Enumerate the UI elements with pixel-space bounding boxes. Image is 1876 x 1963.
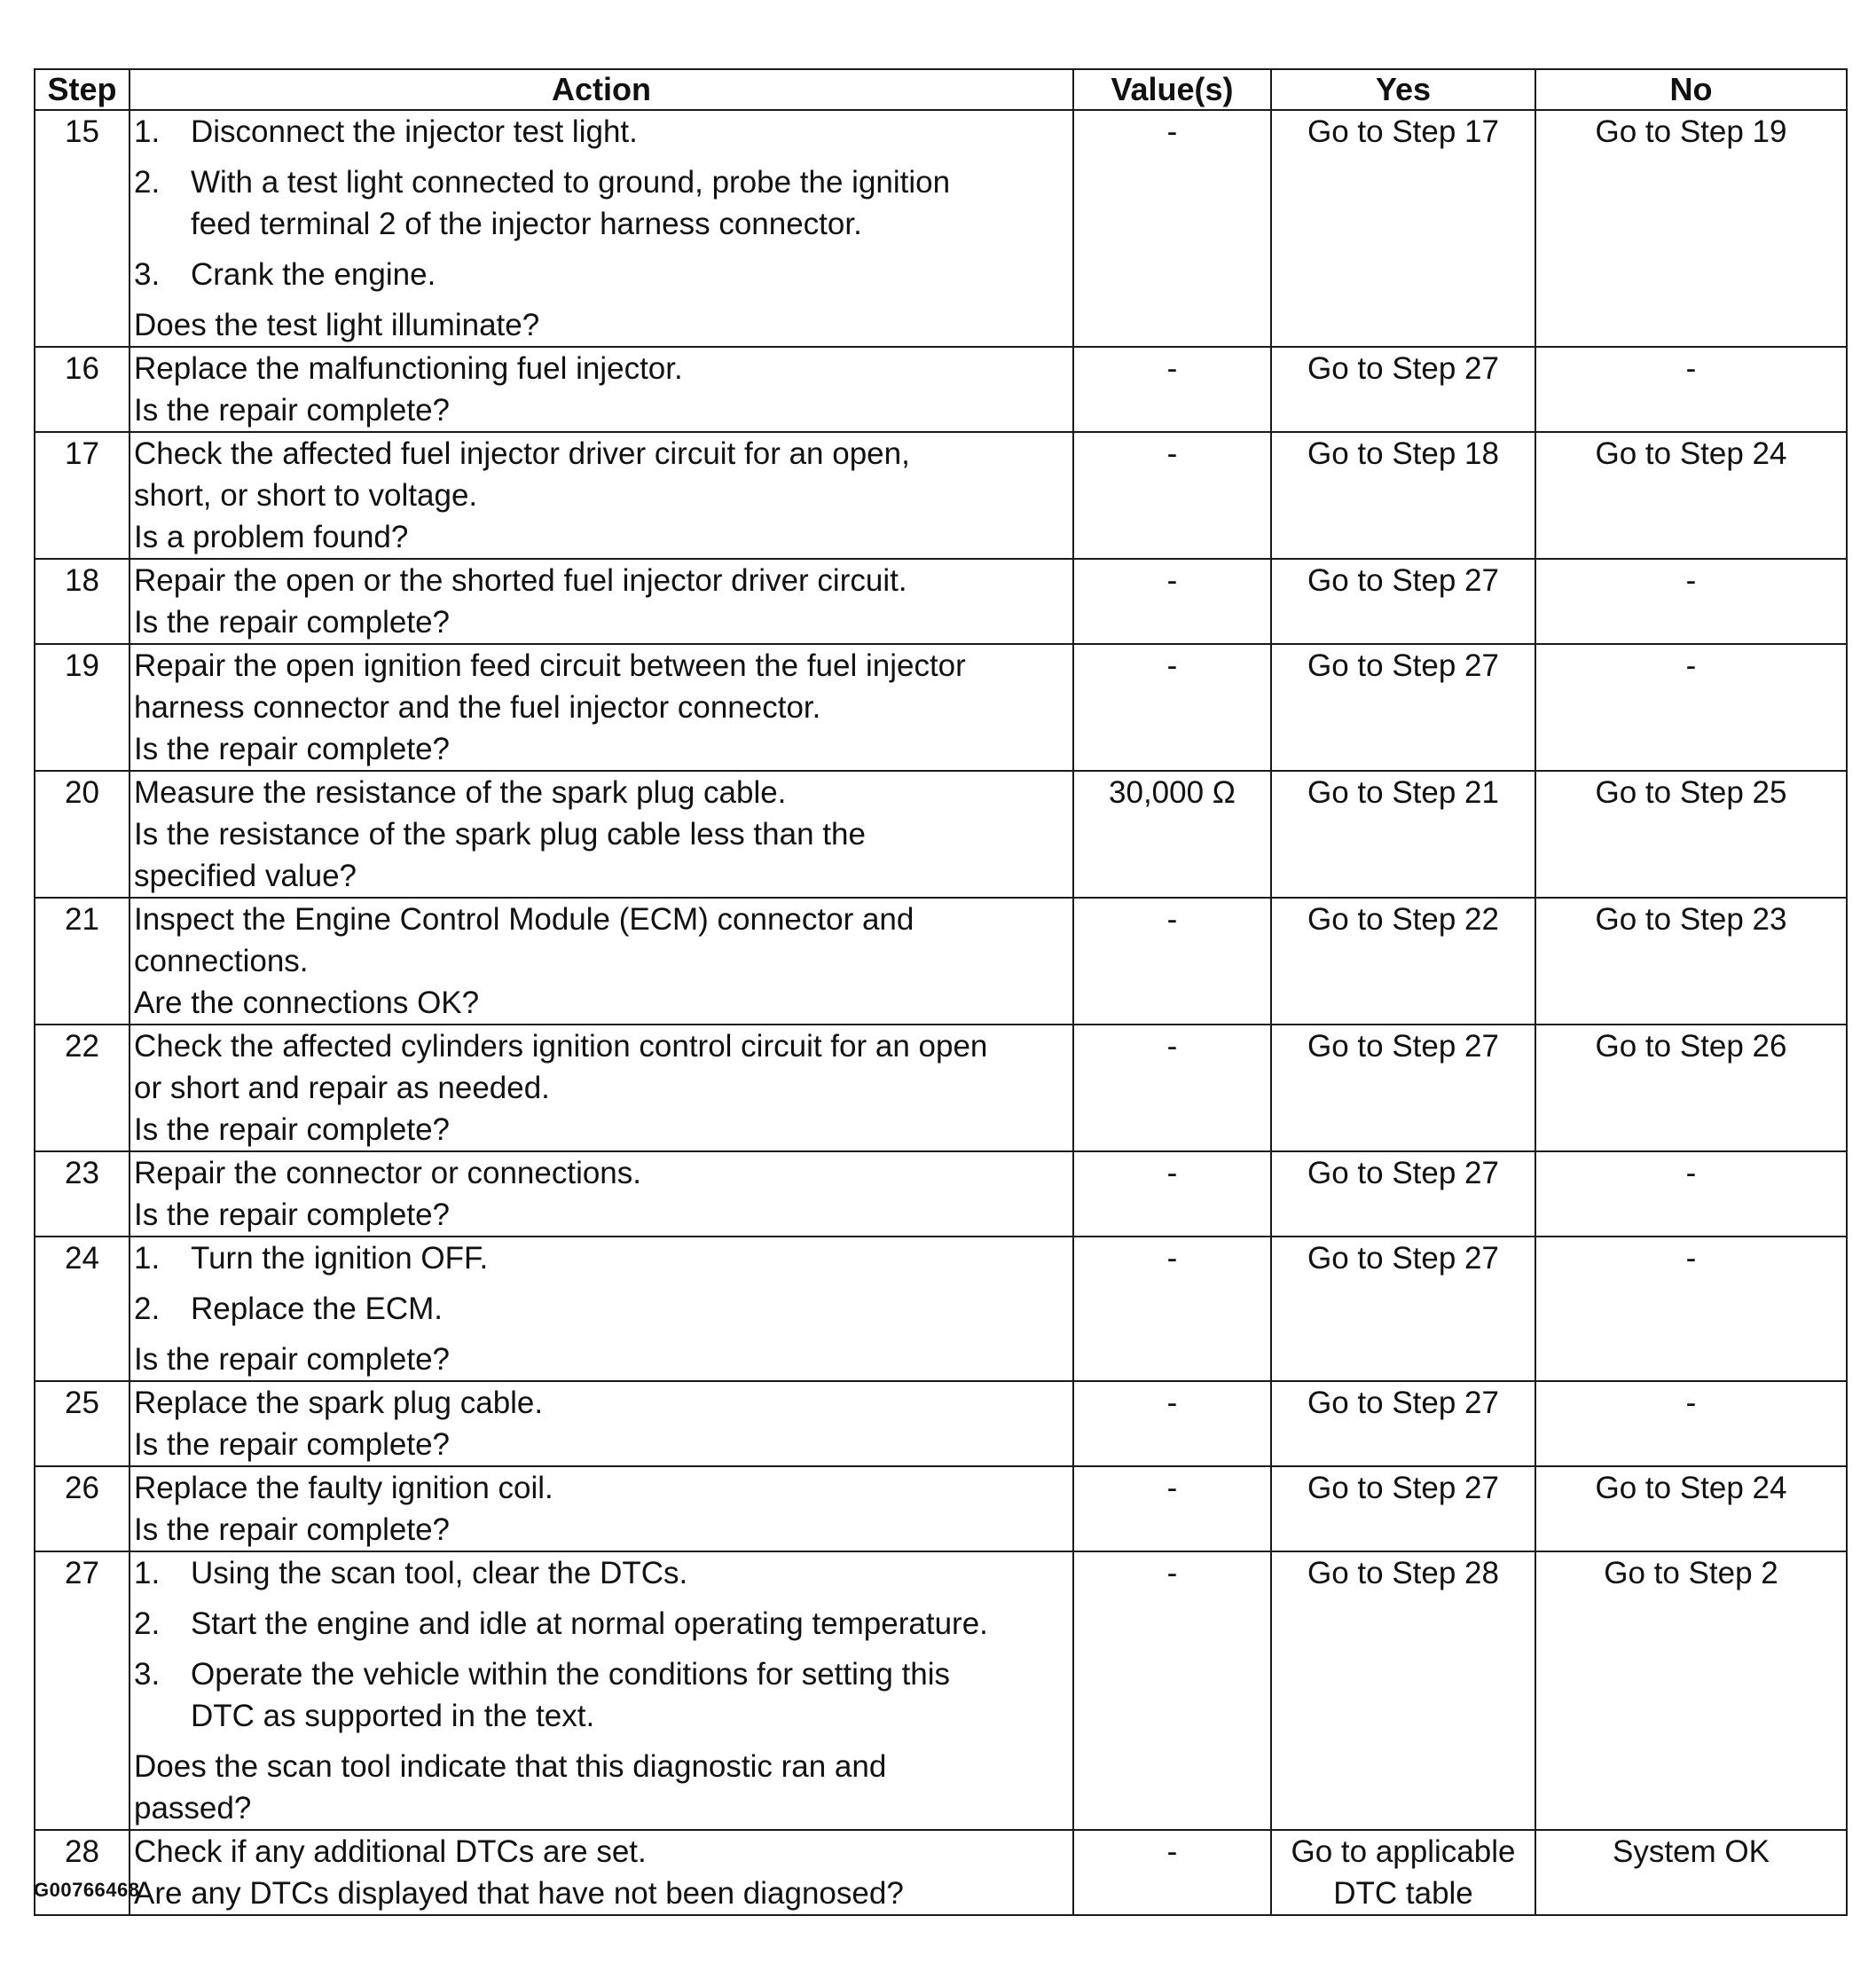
value-cell: - bbox=[1073, 1025, 1271, 1151]
yes-line: Go to Step 21 bbox=[1307, 775, 1499, 810]
step-number: 20 bbox=[35, 771, 130, 898]
step-number: 25 bbox=[35, 1381, 130, 1466]
action-line: short, or short to voltage. bbox=[134, 478, 478, 513]
action-step-text bbox=[191, 1552, 1069, 1594]
no-cell bbox=[1535, 644, 1847, 771]
no-line: Go to Step 24 bbox=[1595, 1471, 1787, 1505]
yes-line: Go to Step 27 bbox=[1307, 1386, 1499, 1420]
yes-line: Go to Step 27 bbox=[1307, 1156, 1499, 1190]
no-line: Go to Step 23 bbox=[1595, 902, 1787, 937]
table-row bbox=[35, 898, 1847, 1025]
action-cell bbox=[130, 1830, 1073, 1915]
yes-line: Go to Step 27 bbox=[1307, 1029, 1499, 1064]
action-cell bbox=[130, 1381, 1073, 1466]
yes-cell bbox=[1271, 644, 1535, 771]
table-row bbox=[35, 1237, 1847, 1381]
action-step-line: Crank the engine. bbox=[191, 257, 436, 292]
action-line: Check if any additional DTCs are set. bbox=[134, 1834, 647, 1869]
yes-line: Go to Step 27 bbox=[1307, 648, 1499, 683]
action-cell bbox=[130, 771, 1073, 898]
step-number: 22 bbox=[35, 1025, 130, 1151]
yes-line: Go to Step 28 bbox=[1307, 1556, 1499, 1590]
yes-cell bbox=[1271, 1830, 1535, 1915]
step-number: 18 bbox=[35, 559, 130, 644]
no-line: - bbox=[1685, 1386, 1697, 1420]
action-cell bbox=[130, 898, 1073, 1025]
action-line: Is the repair complete? bbox=[134, 1197, 451, 1232]
action-cell bbox=[130, 347, 1073, 432]
no-cell bbox=[1535, 1025, 1847, 1151]
value-cell: - bbox=[1073, 898, 1271, 1025]
action-step-item bbox=[134, 1653, 1069, 1737]
action-line: Measure the resistance of the spark plug cable. bbox=[134, 775, 787, 810]
action-step-number: 1. bbox=[134, 1556, 161, 1590]
value-cell: - bbox=[1073, 1830, 1271, 1915]
action-line: connections. bbox=[134, 944, 309, 978]
action-cell bbox=[130, 644, 1073, 771]
header-values: Value(s) bbox=[1073, 69, 1271, 110]
action-cell bbox=[130, 1237, 1073, 1381]
action-step-number: 3. bbox=[134, 1657, 161, 1692]
action-step-text bbox=[191, 111, 1069, 153]
step-number: 16 bbox=[35, 347, 130, 432]
step-number: 17 bbox=[35, 432, 130, 559]
yes-cell bbox=[1271, 347, 1535, 432]
action-step-item bbox=[134, 111, 1069, 153]
no-line: - bbox=[1685, 351, 1697, 386]
action-line: Is a problem found? bbox=[134, 520, 409, 554]
action-step-line: Start the engine and idle at normal operating temperature. bbox=[191, 1606, 988, 1641]
figure-id: G00766468 bbox=[34, 1879, 140, 1901]
action-cell bbox=[130, 110, 1073, 347]
step-number: 26 bbox=[35, 1466, 130, 1551]
value-cell: - bbox=[1073, 347, 1271, 432]
action-line: Repair the open or the shorted fuel injector driver circuit. bbox=[134, 563, 907, 598]
no-cell bbox=[1535, 1830, 1847, 1915]
table-row bbox=[35, 1551, 1847, 1830]
action-line: Check the affected cylinders ignition control circuit for an open bbox=[134, 1029, 988, 1064]
header-row bbox=[35, 69, 1847, 110]
no-line: Go to Step 25 bbox=[1595, 775, 1787, 810]
value-cell: - bbox=[1073, 644, 1271, 771]
no-line: Go to Step 24 bbox=[1595, 436, 1787, 471]
value-cell: - bbox=[1073, 559, 1271, 644]
table-row bbox=[35, 644, 1847, 771]
action-cell bbox=[130, 1025, 1073, 1151]
action-step-item bbox=[134, 1237, 1069, 1279]
table-row bbox=[35, 771, 1847, 898]
table-row bbox=[35, 1151, 1847, 1237]
value-cell: 30,000 Ω bbox=[1073, 771, 1271, 898]
yes-cell bbox=[1271, 432, 1535, 559]
action-steps-list bbox=[134, 1237, 1069, 1330]
action-step-number: 2. bbox=[134, 165, 161, 200]
action-step-number: 2. bbox=[134, 1606, 161, 1641]
step-number: 21 bbox=[35, 898, 130, 1025]
table-row bbox=[35, 347, 1847, 432]
no-cell bbox=[1535, 1551, 1847, 1830]
yes-line: Go to Step 27 bbox=[1307, 1471, 1499, 1505]
yes-cell bbox=[1271, 1466, 1535, 1551]
action-line: Is the repair complete? bbox=[134, 1342, 451, 1377]
action-line: Replace the malfunctioning fuel injector. bbox=[134, 351, 683, 386]
action-step-number: 2. bbox=[134, 1292, 161, 1326]
value-cell: - bbox=[1073, 1551, 1271, 1830]
step-number: 15 bbox=[35, 110, 130, 347]
step-number: 19 bbox=[35, 644, 130, 771]
table-row bbox=[35, 1381, 1847, 1466]
yes-line: Go to applicable bbox=[1291, 1834, 1516, 1869]
no-line: - bbox=[1685, 1241, 1697, 1276]
action-line: specified value? bbox=[134, 859, 357, 893]
table-body bbox=[35, 110, 1847, 1915]
action-line: Replace the spark plug cable. bbox=[134, 1386, 544, 1420]
action-step-item bbox=[134, 1603, 1069, 1645]
action-step-number: 1. bbox=[134, 114, 161, 149]
action-step-line: Using the scan tool, clear the DTCs. bbox=[191, 1556, 688, 1590]
action-line: Check the affected fuel injector driver circuit for an open, bbox=[134, 436, 910, 471]
value-cell: - bbox=[1073, 1381, 1271, 1466]
no-cell bbox=[1535, 1466, 1847, 1551]
action-line: Is the repair complete? bbox=[134, 393, 451, 428]
no-cell bbox=[1535, 1381, 1847, 1466]
table-row bbox=[35, 432, 1847, 559]
yes-line: Go to Step 27 bbox=[1307, 1241, 1499, 1276]
action-line: Is the resistance of the spark plug cable less than the bbox=[134, 817, 866, 852]
action-line: passed? bbox=[134, 1791, 252, 1826]
step-number: 23 bbox=[35, 1151, 130, 1237]
value-cell: - bbox=[1073, 1466, 1271, 1551]
yes-cell bbox=[1271, 771, 1535, 898]
step-number: 28 bbox=[35, 1830, 130, 1915]
action-line: Are the connections OK? bbox=[134, 985, 480, 1020]
header-no: No bbox=[1535, 69, 1847, 110]
action-line: Repair the open ignition feed circuit between the fuel injector bbox=[134, 648, 966, 683]
action-cell bbox=[130, 432, 1073, 559]
action-step-text bbox=[191, 254, 1069, 295]
no-cell bbox=[1535, 771, 1847, 898]
action-line: Is the repair complete? bbox=[134, 732, 451, 766]
step-number: 27 bbox=[35, 1551, 130, 1830]
action-step-number: 3. bbox=[134, 257, 161, 292]
action-line: Does the scan tool indicate that this diagnostic ran and bbox=[134, 1749, 887, 1784]
yes-cell bbox=[1271, 1025, 1535, 1151]
no-line: - bbox=[1685, 563, 1697, 598]
action-step-number: 1. bbox=[134, 1241, 161, 1276]
no-cell bbox=[1535, 1151, 1847, 1237]
value-cell: - bbox=[1073, 1237, 1271, 1381]
action-line: Does the test light illuminate? bbox=[134, 308, 540, 342]
action-step-line: With a test light connected to ground, probe the ignition bbox=[191, 165, 951, 200]
action-step-item bbox=[134, 254, 1069, 295]
action-step-item bbox=[134, 161, 1069, 245]
no-cell bbox=[1535, 347, 1847, 432]
action-cell bbox=[130, 1466, 1073, 1551]
table-row bbox=[35, 1466, 1847, 1551]
action-step-text bbox=[191, 1237, 1069, 1279]
no-line: - bbox=[1685, 648, 1697, 683]
action-line: Is the repair complete? bbox=[134, 1112, 451, 1147]
action-line: harness connector and the fuel injector connector. bbox=[134, 690, 821, 725]
diagnostic-table bbox=[34, 68, 1848, 1916]
no-line: Go to Step 2 bbox=[1604, 1556, 1778, 1590]
header-action: Action bbox=[130, 69, 1073, 110]
yes-line: Go to Step 27 bbox=[1307, 563, 1499, 598]
action-step-item bbox=[134, 1552, 1069, 1594]
table-row bbox=[35, 1830, 1847, 1915]
value-cell: - bbox=[1073, 432, 1271, 559]
action-line: Replace the faulty ignition coil. bbox=[134, 1471, 553, 1505]
no-line: System OK bbox=[1613, 1834, 1770, 1869]
action-step-text bbox=[191, 161, 1069, 245]
no-line: Go to Step 26 bbox=[1595, 1029, 1787, 1064]
action-step-text bbox=[191, 1288, 1069, 1330]
yes-cell bbox=[1271, 1381, 1535, 1466]
table-row bbox=[35, 110, 1847, 347]
yes-line: Go to Step 22 bbox=[1307, 902, 1499, 937]
action-step-line: Operate the vehicle within the conditions for setting this bbox=[191, 1657, 951, 1692]
value-cell: - bbox=[1073, 110, 1271, 347]
action-cell bbox=[130, 559, 1073, 644]
action-cell bbox=[130, 1151, 1073, 1237]
action-cell bbox=[130, 1551, 1073, 1830]
no-cell bbox=[1535, 898, 1847, 1025]
action-steps-list bbox=[134, 1552, 1069, 1737]
action-line: Is the repair complete? bbox=[134, 1512, 451, 1547]
yes-cell bbox=[1271, 1151, 1535, 1237]
action-step-text bbox=[191, 1603, 1069, 1645]
step-number: 24 bbox=[35, 1237, 130, 1381]
action-step-line: Replace the ECM. bbox=[191, 1292, 443, 1326]
action-step-line: Turn the ignition OFF. bbox=[191, 1241, 489, 1276]
yes-cell bbox=[1271, 898, 1535, 1025]
table-row bbox=[35, 559, 1847, 644]
no-cell bbox=[1535, 110, 1847, 347]
yes-cell bbox=[1271, 559, 1535, 644]
action-line: Are any DTCs displayed that have not been diagnosed? bbox=[134, 1876, 904, 1911]
yes-line: Go to Step 18 bbox=[1307, 436, 1499, 471]
header-step: Step bbox=[35, 69, 130, 110]
no-line: - bbox=[1685, 1156, 1697, 1190]
action-step-item bbox=[134, 1288, 1069, 1330]
no-cell bbox=[1535, 1237, 1847, 1381]
yes-line: Go to Step 17 bbox=[1307, 114, 1499, 149]
action-line: Repair the connector or connections. bbox=[134, 1156, 641, 1190]
header-yes: Yes bbox=[1271, 69, 1535, 110]
yes-line: DTC table bbox=[1333, 1876, 1473, 1911]
no-cell bbox=[1535, 432, 1847, 559]
no-cell bbox=[1535, 559, 1847, 644]
yes-cell bbox=[1271, 110, 1535, 347]
action-steps-list bbox=[134, 111, 1069, 295]
yes-line: Go to Step 27 bbox=[1307, 351, 1499, 386]
action-step-line: Disconnect the injector test light. bbox=[191, 114, 638, 149]
action-line: or short and repair as needed. bbox=[134, 1071, 550, 1105]
no-line: Go to Step 19 bbox=[1595, 114, 1787, 149]
action-step-line: DTC as supported in the text. bbox=[191, 1699, 595, 1733]
action-step-text bbox=[191, 1653, 1069, 1737]
action-step-line: feed terminal 2 of the injector harness connector. bbox=[191, 207, 862, 241]
action-line: Is the repair complete? bbox=[134, 605, 451, 640]
table-row bbox=[35, 1025, 1847, 1151]
yes-cell bbox=[1271, 1551, 1535, 1830]
value-cell: - bbox=[1073, 1151, 1271, 1237]
action-line: Is the repair complete? bbox=[134, 1427, 451, 1462]
yes-cell bbox=[1271, 1237, 1535, 1381]
action-line: Inspect the Engine Control Module (ECM) connector and bbox=[134, 902, 914, 937]
